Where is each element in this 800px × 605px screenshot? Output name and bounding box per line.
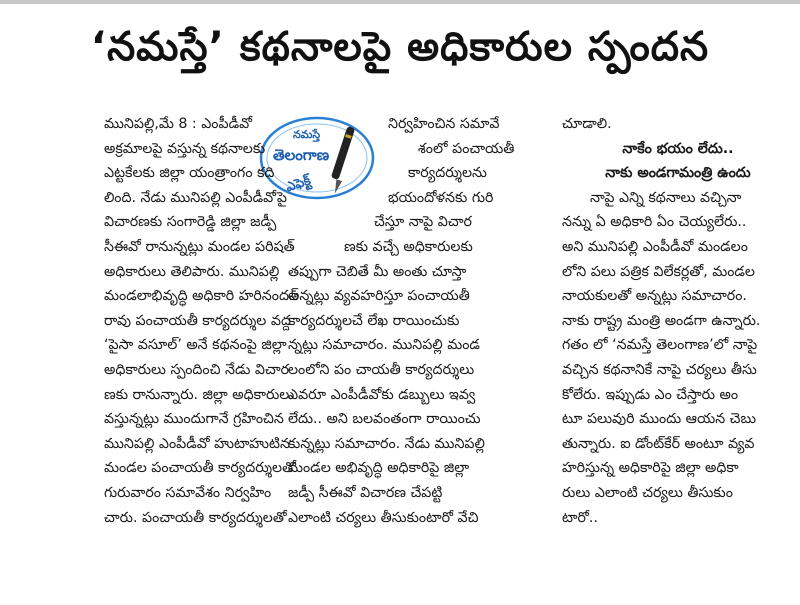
col2-line: చేస్తూ నాపై విచార — [374, 214, 472, 231]
col1-line: ఎట్టకేలకు జిల్లా యంత్రాంగం కది — [104, 165, 275, 182]
col2-line: భయందోళనకు గురి — [388, 189, 494, 206]
col3-line: నాపై ఎన్ని కథనాలు వచ్చినా — [590, 189, 742, 206]
top-rule — [0, 0, 800, 4]
col2-line: తప్పుగా చెబితే మీ అంతు చూస్తా — [288, 263, 467, 280]
col3-line: వచ్చిన కథనానికే నాపై చర్యలు తీసు — [562, 361, 757, 378]
col2-line: ఎవరూ ఎంపీడీవోకు డబ్బులు ఇవ్వ — [288, 386, 476, 403]
col2-line: అన్నట్లు వ్యవహరిస్తూ పంచాయతీ — [288, 288, 470, 305]
col3-line: నాయకులతో అన్నట్లు సమాచారం. — [562, 288, 747, 305]
col1-line: విచారణకు సంగారెడ్డి జిల్లా జడ్పీ — [104, 214, 277, 231]
col2-line: ణకు వచ్చే అధికారులకు — [344, 238, 473, 255]
col1-line: చారు. పంచాయతీ కార్యదర్శులతో — [104, 509, 287, 526]
col1-line: అధికారులు తెలిపారు. మునిపల్లి — [104, 263, 280, 280]
col3-top-line: చూడాలి. — [562, 116, 612, 132]
col2-line: కున్నట్లు సమాచారం. నేడు మునిపల్లి — [288, 435, 485, 452]
col2-line: లేదు.. అని బలవంతంగా రాయించు — [288, 411, 481, 428]
article-column-2 — [288, 112, 538, 530]
col1-line: మండల పంచాయతీ కార్యదర్శులతో — [104, 460, 296, 477]
col1-line: ణకు రానున్నారు. జిల్లా అధికారులు — [104, 386, 295, 403]
col2-line: ఎలాంటి చర్యలు తీసుకుంటారో వేచి — [288, 509, 479, 526]
col1-line: వస్తున్నట్లు ముందుగానే గ్రహించిన — [104, 411, 284, 428]
col3-line: టూ పలువురి ముందు ఆయన చెబు — [562, 411, 756, 428]
col3-line: తున్నారు. ఐ డోంట్‌కేర్ అంటూ వ్యవ — [562, 435, 755, 452]
col3-line: రులు ఎలాంటి చర్యలు తీసుకుం — [562, 484, 733, 501]
col1-line: రావు పంచాయతీ కార్యదర్శుల వద్ద — [104, 312, 291, 329]
logo-top-text: నమస్తే — [293, 128, 321, 141]
col2-line: శంలో పంచాయతీ — [418, 140, 515, 157]
col1-line: మండలాభివృద్ధి అధికారి హరినందన్ — [104, 288, 299, 305]
col1-line: గురువారం సమావేశం నిర్వహిం — [104, 484, 272, 501]
col1-line: మునిపల్లి ఎంపీడీవో హుటాహుటిన — [104, 435, 290, 452]
col1-line: లింది. నేడు మునిపల్లి ఎంపీడీవోపై — [104, 189, 287, 206]
col2-line: కార్యదర్శులచే లేఖ రాయించుకు — [288, 312, 460, 329]
col1-line: అధికారులు స్పందించి నేడు విచార — [104, 361, 290, 378]
col3-line: నాకు రాష్ట్ర మంత్రి అండగా ఉన్నారు. — [562, 312, 761, 329]
subheading-1: నాకేం భయం లేదు.. — [622, 140, 734, 157]
col3-line: గతం లో ‘నమస్తే తెలంగాణ’లో నాపై — [562, 337, 758, 354]
col3-line: హరిస్తున్న అధికారిపై జిల్లా అధికా — [562, 460, 739, 477]
col2-line: నిర్వహించిన సమావే — [388, 116, 500, 132]
page-headline: ‘నమస్తే’ కథనాలపై అధికారుల స్పందన — [90, 24, 710, 70]
col1-line: సీఈవో రానున్నట్లు మండల పరిషత్ — [104, 238, 295, 255]
col3-line: అని మునిపల్లి ఎంపీడీవో మండలం — [562, 238, 748, 255]
col3-line: నన్ను ఏ అధికారి ఏం చెయ్యలేరు.. — [562, 214, 747, 231]
article-column-3 — [562, 112, 794, 530]
col3-line: టారో.. — [562, 509, 598, 526]
col1-line: మునిపల్లి,మే 8 : ఎంపీడీవో — [104, 116, 252, 132]
col2-line: జడ్పీ సీఈవో విచారణ చేపట్టి — [288, 484, 443, 501]
col3-line: కోలేరు. ఇప్పుడు ఎం చేస్తారు అం — [562, 386, 739, 403]
col2-line: లంలోని పం చాయతీ కార్యదర్శులు — [288, 361, 475, 378]
col1-line: ‘పైసా వసూల్’ అనే కథనంపై జిల్లా — [104, 337, 287, 354]
logo-bottom-text: ఎఫెక్ట్ — [284, 173, 313, 196]
subheading-2: నాకు అండగామంత్రి ఉందు — [605, 165, 751, 182]
col2-line: మండల అభివృద్ధి అధికారిపై జిల్లా — [288, 460, 470, 477]
col3-line: లోని పలు పత్రిక విలేకర్లతో, మండల — [562, 263, 755, 280]
col2-line: కార్యదర్శులను — [408, 165, 487, 182]
col2-line: న్నట్లు సమాచారం. మునిపల్లి మండ — [288, 337, 480, 354]
col1-line: అక్రమాలపై వస్తున్న కథనాలకు — [104, 140, 266, 157]
logo-middle-text: తెలంగాణ — [273, 146, 330, 164]
